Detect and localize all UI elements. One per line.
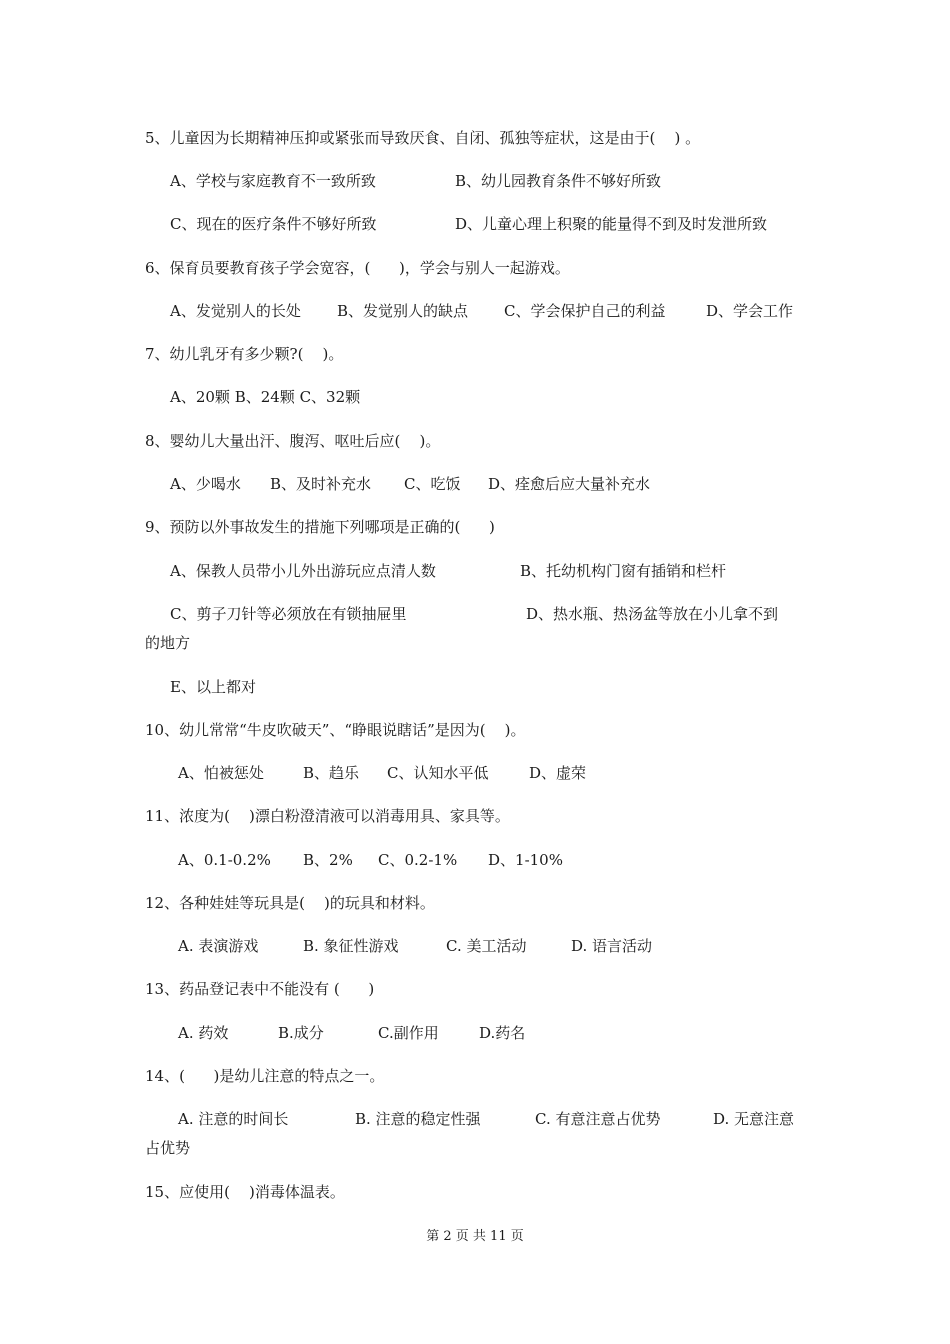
question-13-option-a: A. 药效 [178,1024,229,1042]
question-13-option-b: B.成分 [278,1024,324,1042]
question-9-option-d: D、热水瓶、热汤盆等放在小儿拿不到 [526,605,779,623]
question-14-option-d-continued: 占优势 [145,1139,191,1157]
question-7-options: A、20颗 B、24颗 C、32颗 [170,388,361,406]
question-13-option-d: D.药名 [479,1024,526,1042]
question-6-stem: 6、保育员要教育孩子学会宽容，( )，学会与别人一起游戏。 [145,259,570,277]
question-10-option-c: C、认知水平低 [387,764,489,782]
question-5-option-c: C、现在的医疗条件不够好所致 [170,215,377,233]
question-5-option-a: A、学校与家庭教育不一致所致 [170,172,376,190]
question-8-option-b: B、及时补充水 [270,475,372,493]
question-13-option-c: C.副作用 [378,1024,439,1042]
question-12-option-a: A. 表演游戏 [178,937,259,955]
question-11-option-d: D、1-10% [488,851,563,869]
question-14-option-d: D. 无意注意 [713,1110,795,1128]
question-14-option-b: B. 注意的稳定性强 [355,1110,481,1128]
question-10-option-b: B、趋乐 [303,764,360,782]
question-6-option-a: A、发觉别人的长处 [170,302,301,320]
question-14-option-c: C. 有意注意占优势 [535,1110,661,1128]
question-12-option-d: D. 语言活动 [571,937,653,955]
question-9-option-b: B、托幼机构门窗有插销和栏杆 [520,562,727,580]
question-9-option-a: A、保教人员带小儿外出游玩应点清人数 [170,562,436,580]
question-12-option-b: B. 象征性游戏 [303,937,399,955]
question-12-option-c: C. 美工活动 [446,937,527,955]
question-14-option-a: A. 注意的时间长 [178,1110,289,1128]
question-7-stem: 7、幼儿乳牙有多少颗?( )。 [145,345,344,363]
question-5-option-d: D、儿童心理上积聚的能量得不到及时发泄所致 [455,215,768,233]
question-12-stem: 12、各种娃娃等玩具是( )的玩具和材料。 [145,894,435,912]
question-15-stem: 15、应使用( )消毒体温表。 [145,1183,345,1201]
question-6-option-b: B、发觉别人的缺点 [337,302,469,320]
question-11-stem: 11、浓度为( )漂白粉澄清液可以消毒用具、家具等。 [145,807,510,825]
question-10-option-a: A、怕被惩处 [178,764,264,782]
page-number-footer: 第 2 页 共 11 页 [426,1229,524,1244]
question-10-option-d: D、虚荣 [529,764,587,782]
question-8-option-c: C、吃饭 [404,475,461,493]
question-9-option-e: E、以上都对 [170,678,256,696]
question-5-option-b: B、幼儿园教育条件不够好所致 [455,172,662,190]
question-9-option-c: C、剪子刀针等必须放在有锁抽屉里 [170,605,407,623]
question-11-option-b: B、2% [303,851,353,869]
question-5-stem: 5、儿童因为长期精神压抑或紧张而导致厌食、自闭、孤独等症状，这是由于( ) 。 [145,129,701,147]
question-8-option-a: A、少喝水 [170,475,241,493]
question-10-stem: 10、幼儿常常“牛皮吹破天”、“睁眼说瞎话”是因为( )。 [145,721,526,739]
question-6-option-c: C、学会保护自己的利益 [504,302,666,320]
question-14-stem: 14、( )是幼儿注意的特点之一。 [145,1067,385,1085]
question-9-stem: 9、预防以外事故发生的措施下列哪项是正确的( ) [145,518,495,536]
question-11-option-a: A、0.1-0.2% [178,851,271,869]
question-13-stem: 13、药品登记表中不能没有 ( ) [145,980,375,998]
question-11-option-c: C、0.2-1% [378,851,458,869]
question-8-option-d: D、痊愈后应大量补充水 [488,475,651,493]
question-9-option-d-continued: 的地方 [145,634,191,652]
question-6-option-d: D、学会工作 [706,302,794,320]
question-8-stem: 8、婴幼儿大量出汗、腹泻、呕吐后应( )。 [145,432,441,450]
